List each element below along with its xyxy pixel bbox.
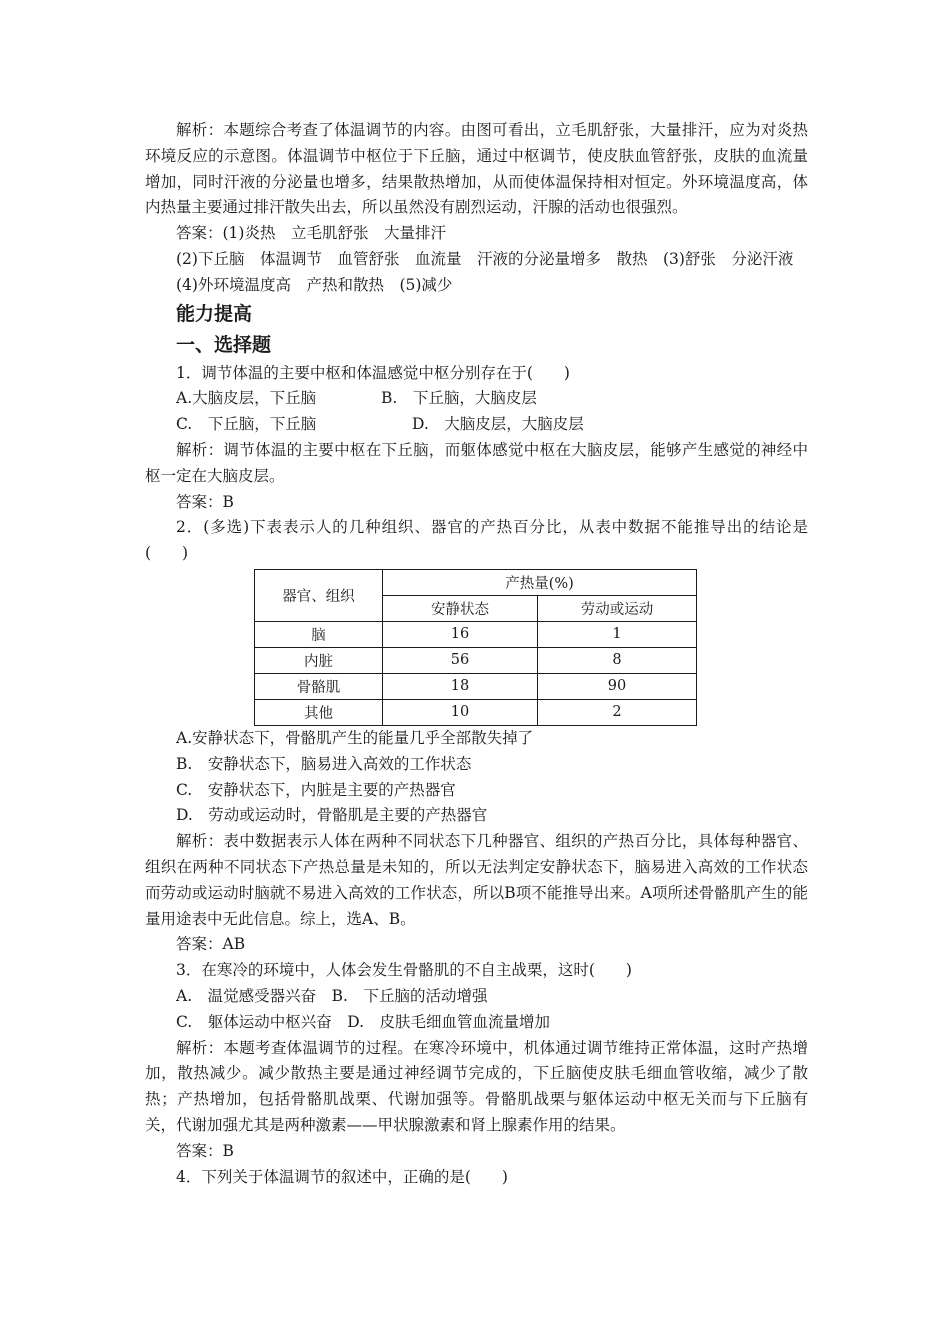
table-header-heat: 产热量(%) [383,569,697,595]
intro-answer-2: (2)下丘脑 体温调节 血管舒张 血流量 汗液的分泌量增多 散热 (3)舒张 分泌汗液 [176,249,794,268]
table-cell-organ: 脑 [255,621,383,647]
q2-option-b: B. 安静状态下，脑易进入高效的工作状态 [176,754,472,773]
table-cell-active: 2 [538,699,697,725]
table-header-organ: 器官、组织 [255,569,383,621]
heat-production-table [254,569,697,726]
q3-options-cd: C. 躯体运动中枢兴奋 D. 皮肤毛细血管血流量增加 [176,1012,551,1031]
q2-analysis: 解析：表中数据表示人体在两种不同状态下几种器官、组织的产热百分比，具体每种器官、组织在两种不同状态下产热总量是未知的，所以无法判定安静状态下，脑易进入高效的工作状态而劳动或运动时脑就不易进入高效的工作状态，所以B项不能推导出来。A项所述骨骼肌产生的能量用途表中无此信息。综上，选A、B。 [145,832,808,928]
q2-stem: 2．(多选)下表表示人的几种组织、器官的产热百分比，从表中数据不能推导出的结论是( ) [145,518,808,563]
table-cell-rest: 18 [383,673,538,699]
table-cell-organ: 内脏 [255,647,383,673]
q2-option-d: D. 劳动或运动时，骨骼肌是主要的产热器官 [176,806,488,825]
table-cell-rest: 10 [383,699,538,725]
intro-analysis: 解析：本题综合考查了体温调节的内容。由图可看出，立毛肌舒张，大量排汗，应为对炎热环境反应的示意图。体温调节中枢位于下丘脑，通过中枢调节，使皮肤血管舒张，皮肤的血流量增加，同时汗液的分泌量也增多，结果散热增加，从而使体温保持相对恒定。外环境温度高，体内热量主要通过排汗散失出去，所以虽然没有剧烈运动，汗腺的活动也很强烈。 [145,121,808,217]
q1-option-c: C. 下丘脑，下丘脑 [176,415,317,434]
q1-options-row-1 [145,386,808,412]
table-header-active: 劳动或运动 [538,595,697,621]
section-title: 能力提高 [176,302,253,325]
q1-option-a: A.大脑皮层，下丘脑 [176,389,317,408]
table-row [255,699,697,725]
q4-stem: 4．下列关于体温调节的叙述中，正确的是( ) [176,1167,508,1186]
q1-options-row-2 [145,412,808,438]
table-cell-organ: 骨骼肌 [255,673,383,699]
table-cell-rest: 16 [383,621,538,647]
q1-stem: 1．调节体温的主要中枢和体温感觉中枢分别存在于( ) [176,363,570,382]
table-cell-active: 90 [538,673,697,699]
q1-option-d: D. 大脑皮层，大脑皮层 [412,415,584,434]
intro-answer-1: 答案：(1)炎热 立毛肌舒张 大量排汗 [176,224,446,243]
q1-answer: 答案：B [176,492,234,511]
table-row [255,673,697,699]
q3-options-ab: A. 温觉感受器兴奋 B. 下丘脑的活动增强 [176,986,488,1005]
q2-option-c: C. 安静状态下，内脏是主要的产热器官 [176,780,456,799]
table-row [255,647,697,673]
table-cell-rest: 56 [383,647,538,673]
subsection-title: 一、选择题 [176,333,272,356]
table-cell-organ: 其他 [255,699,383,725]
table-cell-active: 8 [538,647,697,673]
q1-analysis: 解析：调节体温的主要中枢在下丘脑，而躯体感觉中枢在大脑皮层，能够产生感觉的神经中枢一定在大脑皮层。 [145,440,808,485]
q3-analysis: 解析：本题考查体温调节的过程。在寒冷环境中，机体通过调节维持正常体温，这时产热增加，散热减少。减少散热主要是通过神经调节完成的，下丘脑使皮肤毛细血管收缩，减少了散热；产热增加，包括骨骼肌战栗、代谢加强等。骨骼肌战栗与躯体运动中枢无关而与下丘脑有关，代谢加强尤其是两种激素——甲状腺激素和肾上腺素作用的结果。 [145,1038,808,1134]
table-cell-active: 1 [538,621,697,647]
table-row [255,621,697,647]
q2-answer: 答案：AB [176,935,246,954]
q3-stem: 3．在寒冷的环境中，人体会发生骨骼肌的不自主战栗，这时( ) [176,961,632,980]
table-header-rest: 安静状态 [383,595,538,621]
intro-answer-3: (4)外环境温度高 产热和散热 (5)减少 [176,275,453,294]
q3-answer: 答案：B [176,1141,234,1160]
q1-option-b: B. 下丘脑，大脑皮层 [381,389,537,408]
q2-option-a: A.安静状态下，骨骼肌产生的能量几乎全部散失掉了 [176,728,534,747]
document-page [145,118,808,1190]
